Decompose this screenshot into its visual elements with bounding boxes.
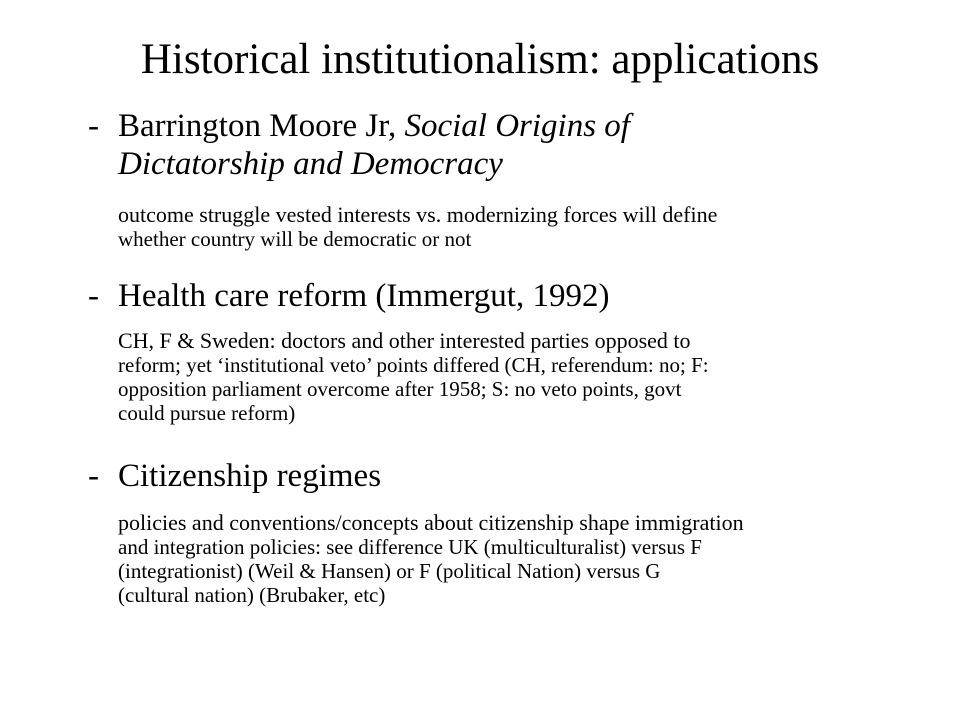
bullet-text <box>118 107 878 183</box>
bullet-text: Citizenship regimes <box>118 458 382 494</box>
book-title-line1: Social Origins of <box>404 108 630 144</box>
sub-text-barrington-moore <box>118 203 908 251</box>
sub-line: policies and conventions/concepts about citizenship shape immigration <box>118 510 744 535</box>
bullet-author: Barrington Moore Jr, <box>118 108 405 144</box>
slide-title: Historical institutionalism: applications <box>140 36 820 83</box>
sub-line: and integration policies: see difference UK (multiculturalist) versus F <box>118 535 702 559</box>
bullet-text: Health care reform (Immergut, 1992) <box>118 278 610 314</box>
book-title-line2: Dictatorship and Democracy <box>118 146 503 182</box>
bullet-dash: - <box>88 108 99 144</box>
sub-line: (integrationist) (Weil & Hansen) or F (political Nation) versus G <box>118 559 661 583</box>
bullet-dash: - <box>88 278 99 314</box>
sub-text-health-care-reform <box>118 329 908 425</box>
sub-line: opposition parliament overcome after 1958; S: no veto points, govt <box>118 377 682 401</box>
sub-line: could pursue reform) <box>118 401 296 425</box>
sub-line: reform; yet ‘institutional veto’ points differed (CH, referendum: no; F: <box>118 353 709 377</box>
sub-text-citizenship-regimes <box>118 511 908 607</box>
bullet-dash: - <box>88 458 99 494</box>
sub-line: outcome struggle vested interests vs. modernizing forces will define <box>118 202 718 227</box>
sub-line: whether country will be democratic or not <box>118 227 472 251</box>
sub-line: CH, F & Sweden: doctors and other interested parties opposed to <box>118 328 691 353</box>
sub-line: (cultural nation) (Brubaker, etc) <box>118 583 386 607</box>
